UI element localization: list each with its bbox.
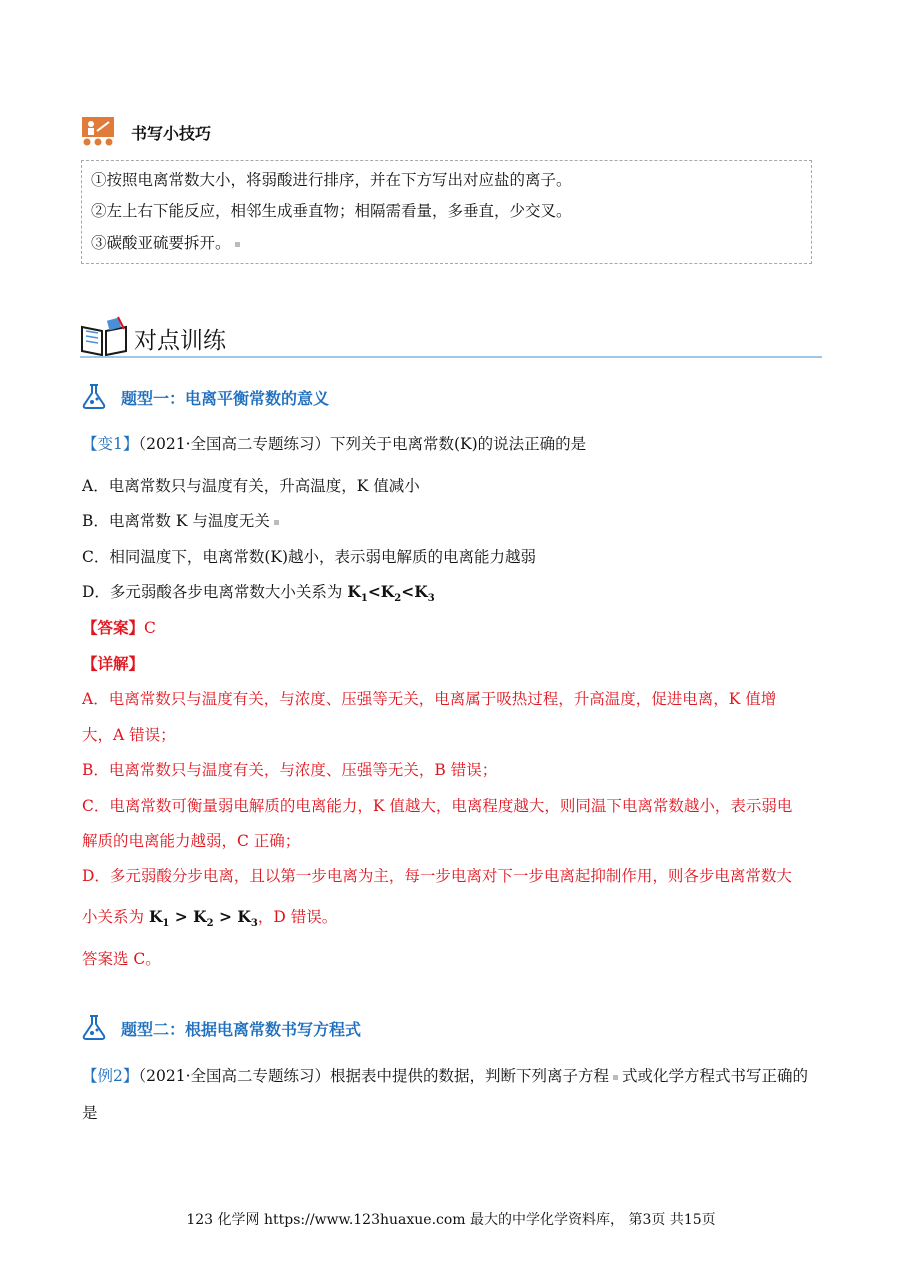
open-book-icon — [80, 315, 128, 357]
detail-line-1: A．电离常数只与温度有关，与浓度、压强等无关，电离属于吸热过程，升高温度，促进电离，K 值增 — [82, 690, 777, 708]
conclusion: 答案选 C。 — [82, 950, 161, 968]
detail-line-2: 大，A 错误； — [82, 726, 176, 744]
tip-line-1: ①按照电离常数大小，将弱酸进行排序，并在下方写出对应盐的离子。 — [91, 171, 572, 189]
section-title: 对点训练 — [134, 328, 226, 354]
question-type-2-title: 题型二：根据电离常数书写方程式 — [121, 1020, 362, 1039]
tip-line-3: ③碳酸亚硫要拆开。 — [91, 231, 240, 253]
option-a: A．电离常数只与温度有关，升高温度，K 值减小 — [82, 477, 420, 495]
detail-line-5: 解质的电离能力越弱，C 正确； — [82, 832, 301, 850]
option-d: D．多元弱酸各步电离常数大小关系为 $K_1<K_2<K_3$ — [82, 582, 435, 605]
detail-tag: 【详解】 — [82, 654, 145, 673]
tips-title: 书写小技巧 — [131, 124, 212, 143]
teacher-icon — [82, 117, 114, 147]
option-c: C．相同温度下，电离常数(K)越小，表示弱电解质的电离能力越弱 — [82, 548, 537, 566]
question-2-stem: 【例2】（2021·全国高二专题练习）根据表中提供的数据，判断下列离子方程 式或化学方程式书写正确的 — [82, 1067, 809, 1085]
detail-line-4: C．电离常数可衡量弱电解质的电离能力，K 值越大，电离程度越大，则同温下电离常数越小，表示弱电 — [82, 797, 793, 815]
detail-line-6: D．多元弱酸分步电离，且以第一步电离为主，每一步电离对下一步电离起抑制作用，则各步电离常数大 — [82, 867, 792, 885]
flask-icon — [80, 382, 108, 410]
detail-formula: $K_1 > K_2 > K_3$ — [148, 907, 258, 930]
detail-line-3: B．电离常数只与温度有关，与浓度、压强等无关，B 错误； — [82, 761, 498, 779]
option-d-formula: $K_1<K_2<K_3$ — [347, 582, 435, 605]
question-2-stem-cont: 是 — [82, 1104, 98, 1122]
section-divider — [80, 356, 822, 358]
option-b: B．电离常数 K 与温度无关 — [82, 509, 279, 531]
tip-line-2: ②左上右下能反应，相邻生成垂直物；相隔需看量，多垂直，少交叉。 — [91, 202, 572, 220]
flask-icon — [80, 1013, 108, 1041]
detail-line-7: 小关系为 $K_1 > K_2 > K_3$，D 错误。 — [82, 907, 338, 930]
question-type-1-title: 题型一：电离平衡常数的意义 — [121, 389, 330, 408]
answer: 【答案】C — [82, 618, 156, 637]
question-1-stem: 【变1】（2021·全国高二专题练习）下列关于电离常数(K)的说法正确的是 — [82, 435, 587, 453]
page-footer: 123 化学网 https://www.123huaxue.com 最大的中学化学资料库， 第3页 共15页 — [186, 1212, 716, 1228]
